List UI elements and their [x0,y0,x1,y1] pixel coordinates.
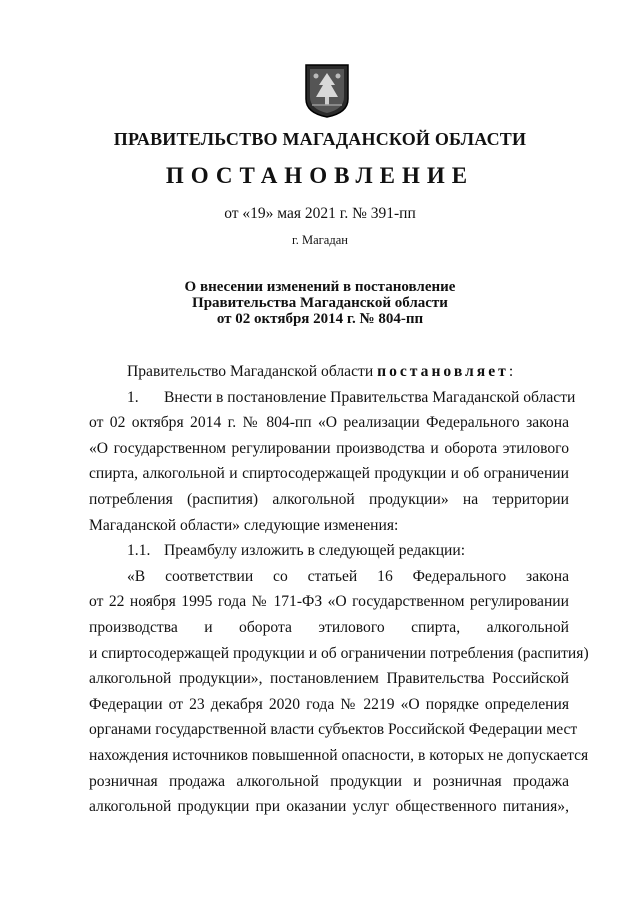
document-type: ПОСТАНОВЛЕНИЕ [165,163,475,188]
paragraph-line: Магаданской области» следующие изменения: [89,516,399,534]
paragraph-line: органами государственной власти субъектов Российской Федерации мест [89,721,578,739]
coat-of-arms-icon [304,63,350,119]
decree-word: постановляет [377,363,509,380]
paragraph-line: производства и оборота этилового спирта, алкогольной [89,618,569,636]
subject-line: от 02 октября 2014 г. № 804-пп [216,311,424,327]
subject-line: О внесении изменений в постановление [184,279,456,295]
item-1-1 [89,538,569,564]
item-text: Преамбулу изложить в следующей редакции: [164,542,466,560]
paragraph-line: и спиртосодержащей продукции и об ограничении потребления (распития) [89,644,589,662]
paragraph-line: нахождения источников повышенной опасности, в которых не допускается [89,746,589,764]
paragraph-line: розничная продажа алкогольной продукции и розничная продажа [89,772,569,790]
paragraph-line: алкогольной продукции при оказании услуг общественного питания», [89,798,569,816]
item-number: 1.1. [127,542,151,560]
paragraph-line: от 22 ноября 1995 года № 171-ФЗ «О государственном регулировании [89,593,569,611]
paragraph-line: Федерации от 23 декабря 2020 года № 2219 «О порядке определения [89,695,569,713]
item-number: 1. [127,388,139,406]
intro-colon: : [508,363,514,380]
item-text: Внести в постановление Правительства Магаданской области [164,388,576,406]
quote-first-line: «В соответствии со статьей 16 Федерального закона [127,567,569,585]
document-date-number: от «19» мая 2021 г. № 391-пп [224,205,416,222]
organization-name: ПРАВИТЕЛЬСТВО МАГАДАНСКОЙ ОБЛАСТИ [113,129,527,149]
paragraph-line: спирта, алкогольной и спиртосодержащей продукции и об ограничении [89,465,569,483]
document-body [89,359,589,820]
paragraph-line: алкогольной продукции», постановлением Правительства Российской [89,670,569,688]
paragraph-line: «О государственном регулировании производства и оборота этилового [89,439,569,457]
paragraph-line: потребления (распития) алкогольной продукции» на территории [89,490,569,508]
document-city: г. Магадан [292,233,348,247]
document-subject [0,279,640,327]
decree-intro [89,359,569,385]
item-1-first-line [89,385,576,411]
subject-line: Правительства Магаданской области [192,295,448,311]
paragraph-line: от 02 октября 2014 г. № 804-пп «О реализации Федерального закона [89,414,569,432]
intro-text: Правительство Магаданской области [127,363,378,380]
